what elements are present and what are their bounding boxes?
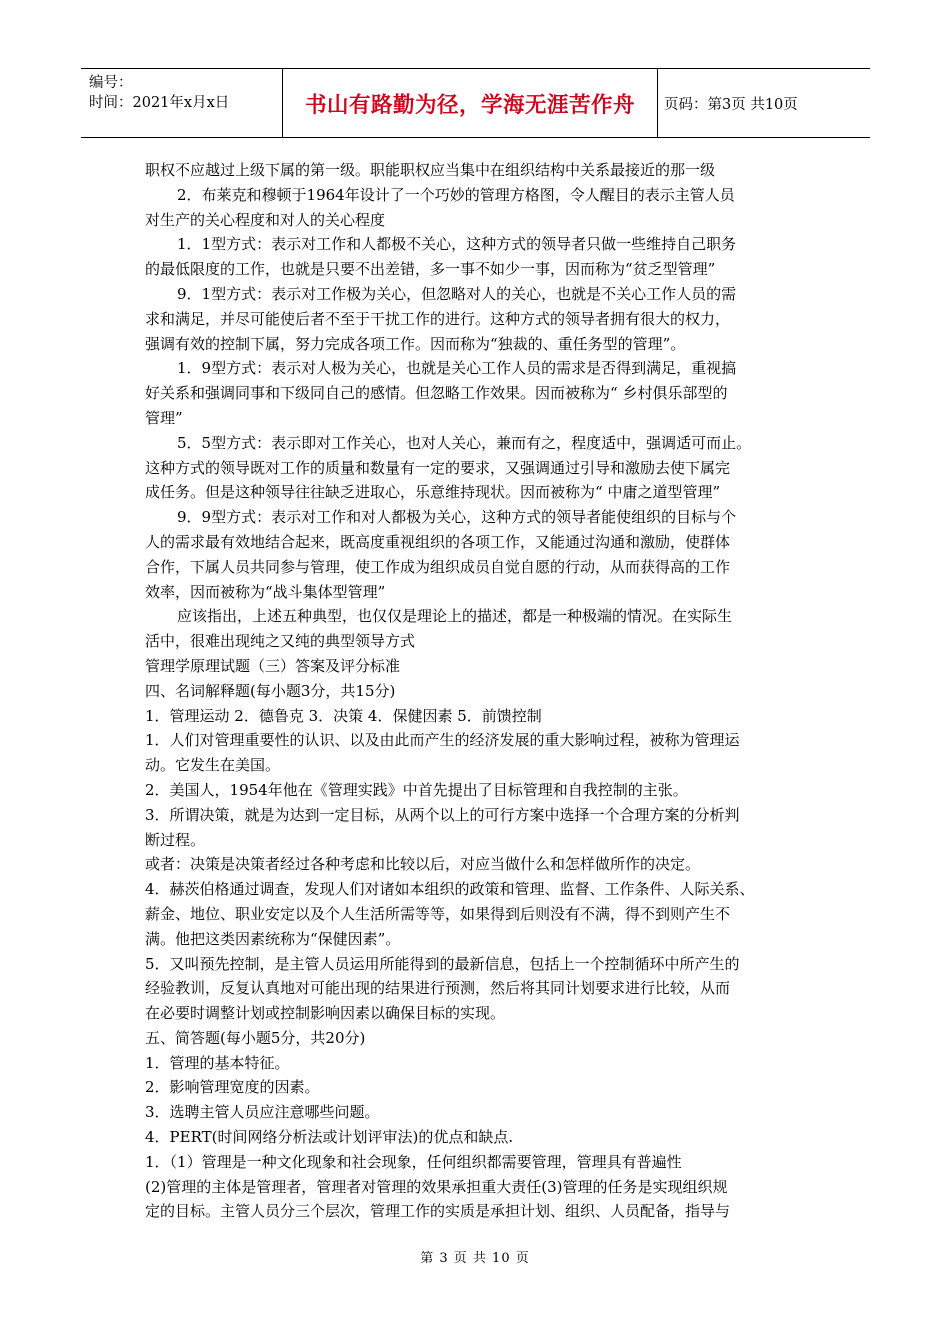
footer-page-number: 第 3 页 共 10 页 (420, 1251, 530, 1266)
body-line: 2．布莱克和穆顿于1964年设计了一个巧妙的管理方格图，令人醒目的表示主管人员 (177, 185, 735, 204)
body-line: 好关系和强调同事和下级同自己的感情。但忽略工作效果。因而被称为“ 乡村俱乐部型的 (145, 384, 728, 403)
page-footer (0, 1247, 950, 1266)
body-line: 断过程。 (145, 830, 206, 849)
body-line: 效率，因而被称为“战斗集体型管理” (145, 582, 386, 601)
body-line: 1．人们对管理重要性的认识、以及由此而产生的经济发展的重大影响过程，被称为管理运 (145, 731, 740, 750)
body-line: 在必要时调整计划或控制影响因素以确保目标的实现。 (145, 1004, 506, 1023)
body-line: 成任务。但是这种领导往往缺乏进取心，乐意维持现状。因而被称为“ 中庸之道型管理” (145, 483, 721, 502)
body-line: 的最低限度的工作，也就是只要不出差错，多一事不如少一事，因而称为“贫乏型管理” (145, 260, 716, 279)
body-line: 1．1型方式：表示对工作和人都极不关心，这种方式的领导者只做一些维持自己职务 (177, 235, 737, 254)
body-line: 5．又叫预先控制，是主管人员运用所能得到的最新信息，包括上一个控制循环中所产生的 (145, 954, 740, 973)
body-line: 2．美国人，1954年他在《管理实践》中首先提出了目标管理和自我控制的主张。 (145, 780, 688, 799)
header-meta-cell (81, 69, 283, 137)
body-line: 职权不应越过上级下属的第一级。职能职权应当集中在组织结构中关系最接近的那一级 (145, 161, 716, 179)
body-line: 合作，下属人员共同参与管理，使工作成为组织成员自觉自愿的行动，从而获得高的工作 (145, 557, 731, 576)
document-number-label: 编号： (89, 75, 133, 91)
body-line: 对生产的关心程度和对人的关心程度 (145, 210, 386, 229)
body-line: 四、名词解释题(每小题3分，共15分) (145, 681, 396, 700)
body-line: 或者：决策是决策者经过各种考虑和比较以后，对应当做什么和怎样做所作的决定。 (145, 855, 701, 874)
body-line: 应该指出，上述五种典型，也仅仅是理论上的描述，都是一种极端的情况。在实际生 (177, 607, 733, 626)
page-header (81, 68, 870, 138)
body-line: 五、简答题(每小题5分，共20分) (145, 1028, 366, 1047)
body-line: 薪金、地位、职业安定以及个人生活所需等等，如果得到后则没有不满，得不到则产生不 (145, 904, 731, 923)
body-line: 9．9型方式：表示对工作和对人都极为关心，这种方式的领导者能使组织的目标与个 (177, 508, 737, 527)
body-line: 3．所谓决策，就是为达到一定目标，从两个以上的可行方案中选择一个合理方案的分析判 (145, 805, 740, 824)
body-line: 人的需求最有效地结合起来，既高度重视组织的各项工作，又能通过沟通和激励，使群体 (145, 532, 731, 551)
body-line: 1．管理运动 2．德鲁克 3．决策 4．保健因素 5．前馈控制 (145, 706, 542, 725)
body-line: 管理学原理试题（三）答案及评分标准 (145, 656, 401, 675)
body-line: 1．9型方式：表示对人极为关心，也就是关心工作人员的需求是否得到满足，重视搞 (177, 359, 737, 378)
body-line: 4．PERT(时间网络分析法或计划评审法)的优点和缺点. (145, 1128, 514, 1147)
body-line: 3．选聘主管人员应注意哪些问题。 (145, 1103, 380, 1122)
body-line: 4．赫茨伯格通过调查，发现人们对诸如本组织的政策和管理、监督、工作条件、人际关系、 (145, 880, 755, 899)
body-line: 1．（1）管理是一种文化现象和社会现象，任何组织都需要管理，管理具有普遍性 (145, 1152, 682, 1171)
body-line: 经验教训，反复认真地对可能出现的结果进行预测，然后将其同计划要求进行比较，从而 (145, 979, 731, 998)
body-line: 这种方式的领导既对工作的质量和数量有一定的要求，又强调通过引导和激励去使下属完 (145, 458, 731, 477)
header-motto: 书山有路勤为径，学海无涯苦作舟 (304, 92, 635, 118)
body-line: 满。他把这类因素统称为“保健因素”。 (145, 929, 401, 948)
body-line: 5．5型方式：表示即对工作关心，也对人关心，兼而有之，程度适中，强调适可而止。 (177, 433, 752, 452)
body-line: 活中，很难出现纯之又纯的典型领导方式 (145, 632, 416, 651)
body-line: 1．管理的基本特征。 (145, 1053, 290, 1072)
body-line: 强调有效的控制下属，努力完成各项工作。因而称为“独裁的、重任务型的管理”。 (145, 334, 686, 353)
body-line: 动。它发生在美国。 (145, 756, 281, 775)
header-motto-cell (283, 69, 658, 137)
body-line: 定的目标。主管人员分三个层次，管理工作的实质是承担计划、组织、人员配备，指导与 (145, 1202, 731, 1221)
body-line: 9．1型方式：表示对工作极为关心，但忽略对人的关心，也就是不关心工作人员的需 (177, 284, 737, 303)
body-line: 管理” (145, 408, 183, 427)
document-body (145, 158, 807, 1224)
body-line: (2)管理的主体是管理者，管理者对管理的效果承担重大责任(3)管理的任务是实现组织规 (145, 1177, 728, 1196)
body-line: 2．影响管理宽度的因素。 (145, 1078, 320, 1097)
document-date-label: 时间：2021年x月x日 (89, 95, 230, 111)
header-page-info: 页码：第3页 共10页 (664, 96, 798, 113)
header-page-cell (658, 69, 870, 137)
body-line: 求和满足，并尽可能使后者不至于干扰工作的进行。这种方式的领导者拥有很大的权力， (145, 309, 731, 328)
